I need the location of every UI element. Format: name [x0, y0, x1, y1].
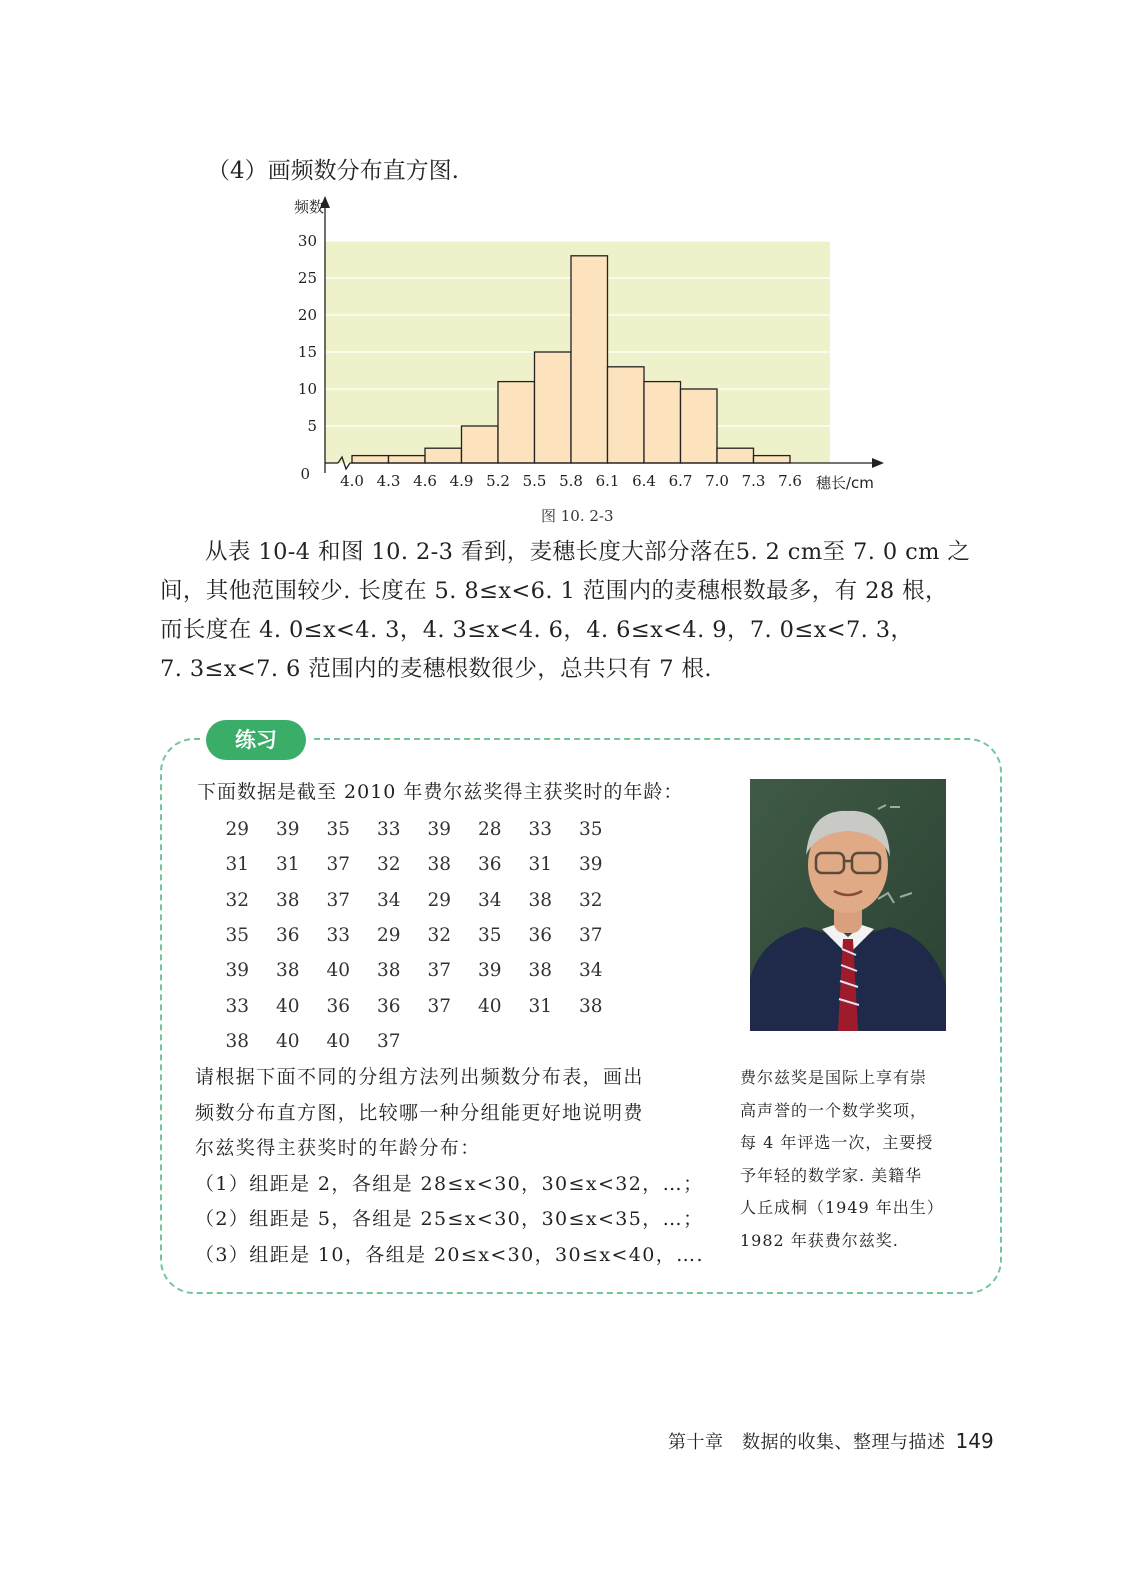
age-cell: 32 — [427, 925, 452, 947]
x-axis-label: 穗长/cm — [816, 474, 874, 492]
age-cell: 38 — [376, 960, 401, 982]
histogram-bar — [681, 389, 718, 463]
paragraph-line: 间，其他范围较少. 长度在 5. 8≤x<6. 1 范围内的麦穗根数最多，有 28 根， — [160, 578, 948, 604]
age-cell: 31 — [275, 854, 300, 876]
age-cell: 36 — [376, 995, 401, 1017]
exercise-item: （1）组距是 2，各组是 28≤x<30，30≤x<32，…； — [195, 1172, 704, 1195]
y-tick-label: 25 — [297, 269, 317, 287]
histogram-bar — [644, 382, 681, 463]
age-cell: 39 — [578, 854, 603, 876]
age-cell: 39 — [225, 960, 250, 982]
histogram-bar — [352, 456, 389, 463]
age-cell: 31 — [225, 854, 250, 876]
age-cell: 36 — [528, 925, 553, 947]
histogram-bar — [754, 456, 791, 463]
x-tick-label: 4.0 — [340, 472, 364, 490]
x-tick-labels — [340, 472, 802, 490]
age-cell: 33 — [376, 819, 401, 841]
ages-row — [212, 883, 616, 918]
y-tick-label: 5 — [307, 417, 317, 435]
histogram-chart — [270, 188, 910, 500]
age-cell: 39 — [275, 819, 300, 841]
age-cell: 40 — [275, 1030, 300, 1052]
age-cell: 38 — [225, 1030, 250, 1052]
age-cell: 29 — [427, 889, 452, 911]
y-tick-label: 10 — [297, 380, 317, 398]
age-cell: 40 — [477, 995, 502, 1017]
exercise-instructions — [195, 1060, 715, 1273]
age-cell: 40 — [275, 995, 300, 1017]
age-cell: 32 — [376, 854, 401, 876]
histogram-bar — [608, 367, 645, 463]
y-tick-label: 15 — [297, 343, 317, 361]
age-cell: 40 — [326, 1030, 351, 1052]
age-cell: 38 — [275, 960, 300, 982]
analysis-paragraph — [160, 533, 1010, 689]
ages-row — [212, 953, 616, 988]
instruction-line: 尔兹奖得主获奖时的年龄分布： — [195, 1137, 481, 1159]
histogram-bar — [462, 426, 499, 463]
age-cell: 35 — [326, 819, 351, 841]
caption-line: 人丘成桐（1949 年出生） — [740, 1198, 944, 1217]
age-cell: 32 — [225, 889, 250, 911]
age-cell: 37 — [326, 854, 351, 876]
histogram-bar — [535, 352, 572, 463]
exercise-intro: 下面数据是截至 2010 年费尔兹奖得主获奖时的年龄： — [197, 781, 684, 803]
histogram-bar — [717, 448, 754, 463]
photo-caption — [740, 1062, 955, 1257]
caption-line: 予年轻的数学家. 美籍华 — [740, 1165, 923, 1185]
age-cell: 39 — [427, 819, 452, 841]
paragraph-line: 而长度在 4. 0≤x<4. 3，4. 3≤x<4. 6，4. 6≤x<4. 9，7. 0≤x<7. 3， — [160, 617, 914, 643]
age-cell: 36 — [477, 854, 502, 876]
exercise-item: （3）组距是 10，各组是 20≤x<30，30≤x<40，…. — [195, 1243, 705, 1266]
ages-row — [212, 847, 616, 882]
caption-line: 费尔兹奖是国际上享有崇 — [740, 1068, 928, 1087]
age-cell: 35 — [225, 925, 250, 947]
age-cell: 38 — [275, 889, 300, 911]
x-tick-label: 5.2 — [486, 472, 510, 490]
y-tick-labels — [298, 232, 317, 483]
ages-row — [212, 988, 616, 1023]
age-cell: 37 — [578, 925, 603, 947]
ages-row — [212, 1024, 616, 1059]
portrait-photo — [750, 779, 946, 1031]
caption-line: 高声誉的一个数学奖项， — [740, 1100, 928, 1120]
age-cell: 34 — [477, 889, 502, 911]
age-cell: 32 — [578, 889, 603, 911]
age-cell: 38 — [427, 854, 452, 876]
chapter-title: 第十章 数据的收集、整理与描述 — [668, 1432, 946, 1453]
x-tick-label: 7.0 — [705, 472, 729, 490]
ages-table — [212, 812, 616, 1059]
age-cell: 38 — [578, 995, 603, 1017]
ages-row — [212, 812, 616, 847]
age-cell: 36 — [275, 925, 300, 947]
exercise-item: （2）组距是 5，各组是 25≤x<30，30≤x<35，…； — [195, 1208, 704, 1230]
histogram-bar — [425, 448, 462, 463]
age-cell: 33 — [528, 819, 553, 841]
y-axis-label: 频数 — [294, 198, 325, 216]
age-cell: 33 — [225, 995, 250, 1017]
paragraph-line: 从表 10-4 和图 10. 2-3 看到，麦穗长度大部分落在5. 2 cm至 7. 0 cm 之 — [205, 539, 971, 565]
age-cell: 31 — [528, 854, 553, 876]
y-tick-label: 0 — [300, 465, 310, 483]
exercise-tab: 练习 — [206, 720, 306, 760]
age-cell: 29 — [376, 925, 401, 947]
age-cell: 39 — [477, 960, 502, 982]
age-cell: 38 — [528, 960, 553, 982]
x-tick-label: 4.6 — [413, 472, 437, 490]
age-cell: 38 — [528, 889, 553, 911]
caption-line: 1982 年获费尔兹奖. — [740, 1230, 899, 1250]
x-tick-label: 6.7 — [668, 472, 693, 490]
age-cell: 37 — [376, 1030, 401, 1052]
step-title: （4）画频数分布直方图. — [207, 158, 459, 184]
figure-caption: 图 10. 2-3 — [541, 507, 614, 525]
caption-line: 每 4 年评选一次，主要授 — [740, 1133, 934, 1152]
age-cell: 33 — [326, 925, 351, 947]
page-number: 149 — [955, 1429, 994, 1453]
age-cell: 29 — [225, 819, 250, 841]
x-tick-label: 5.8 — [559, 472, 583, 490]
age-cell: 34 — [578, 960, 603, 982]
age-cell: 36 — [326, 995, 351, 1017]
age-cell: 37 — [427, 960, 452, 982]
x-tick-label: 6.1 — [595, 472, 620, 490]
x-tick-label: 4.3 — [376, 472, 401, 490]
age-cell: 31 — [528, 995, 553, 1017]
instruction-line: 频数分布直方图，比较哪一种分组能更好地说明费 — [195, 1101, 644, 1124]
x-tick-label: 6.4 — [632, 472, 656, 490]
x-tick-label: 5.5 — [522, 472, 547, 490]
instruction-line: 请根据下面不同的分组方法列出频数分布表，画出 — [195, 1066, 644, 1088]
age-cell: 35 — [477, 925, 502, 947]
age-cell: 37 — [326, 889, 351, 911]
age-cell: 28 — [477, 819, 502, 841]
age-cell: 35 — [578, 819, 603, 841]
histogram-bar — [571, 256, 608, 463]
age-cell: 37 — [427, 995, 452, 1017]
age-cell: 34 — [376, 889, 401, 911]
histogram-bar — [389, 456, 426, 463]
x-tick-label: 7.6 — [778, 472, 802, 490]
x-axis-arrow — [872, 458, 884, 468]
y-tick-label: 30 — [297, 232, 317, 250]
page-footer — [668, 1428, 994, 1454]
x-tick-label: 4.9 — [449, 472, 474, 490]
x-tick-label: 7.3 — [741, 472, 766, 490]
age-cell: 40 — [326, 960, 351, 982]
paragraph-line: 7. 3≤x<7. 6 范围内的麦穗根数很少，总共只有 7 根. — [160, 656, 712, 682]
ages-row — [212, 918, 616, 953]
histogram-bar — [498, 382, 535, 463]
y-tick-label: 20 — [297, 306, 317, 324]
